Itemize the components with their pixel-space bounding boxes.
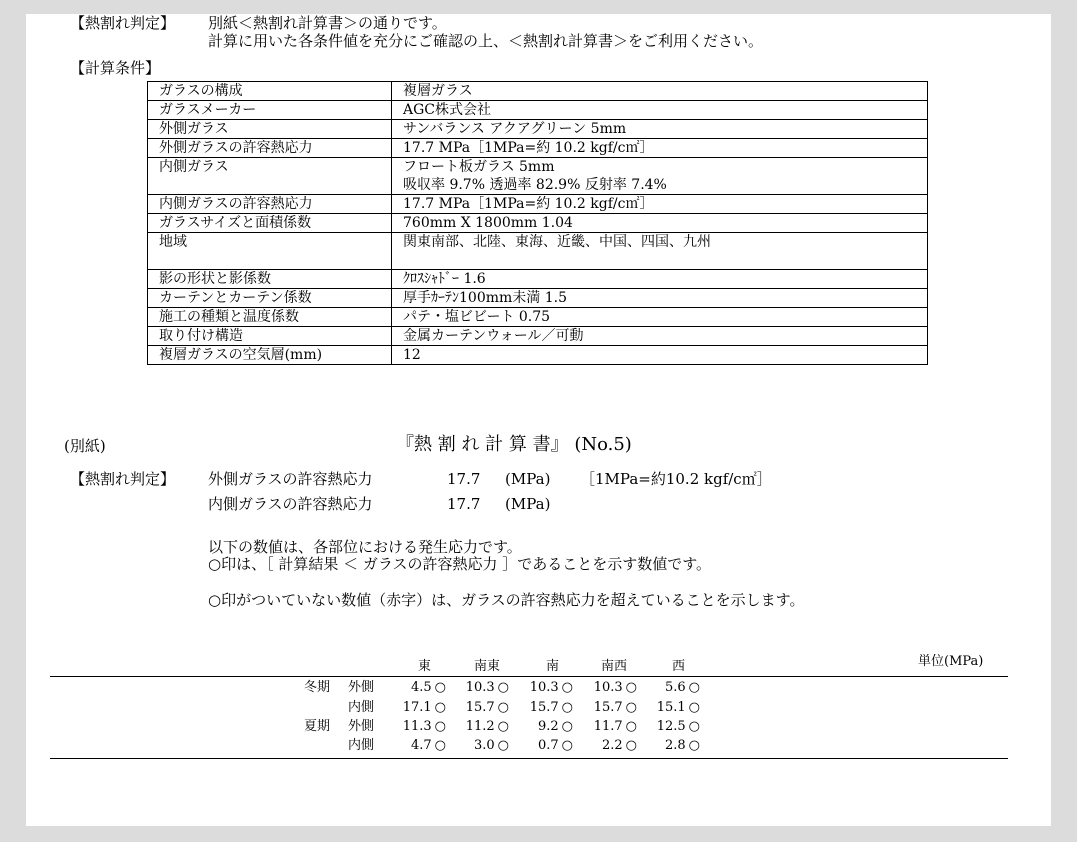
judgement-label: 【熱割れ判定】 (70, 14, 176, 32)
condition-value: ｸﾛｽｼｬﾄﾞｰ 1.6 (392, 270, 928, 289)
value-cell: 3.0 ○ (473, 738, 509, 753)
value-cell: 10.3 ○ (529, 680, 573, 695)
divider (50, 758, 1008, 759)
condition-value-line-1: フロート板ガラス 5mm (403, 159, 555, 175)
side-label: 外側 (348, 680, 375, 695)
ok-mark: ○ (497, 738, 509, 753)
ok-mark: ○ (497, 700, 509, 715)
condition-key: 複層ガラスの空気層(mm) (148, 346, 392, 365)
value-cell: 9.2 ○ (537, 719, 573, 734)
table-row (148, 308, 928, 327)
condition-value: 17.7 MPa［1MPa=約 10.2 kgf/c㎡］ (392, 195, 928, 214)
column-header: 西 (672, 659, 686, 674)
condition-value: 760mm X 1800mm 1.04 (392, 214, 928, 233)
ok-mark: ○ (497, 719, 509, 734)
condition-key: カーテンとカーテン係数 (148, 289, 392, 308)
condition-key: 取り付け構造 (148, 327, 392, 346)
condition-key: 外側ガラスの許容熱応力 (148, 139, 392, 158)
table-row (148, 158, 928, 195)
ok-mark: ○ (434, 738, 446, 753)
note-line-2: ○印は、［ 計算結果 ＜ ガラスの許容熱応力 ］であることを示す数値です。 (208, 555, 712, 573)
condition-key: 内側ガラスの許容熱応力 (148, 195, 392, 214)
condition-value: 12 (392, 346, 928, 365)
value-cell: 10.3 ○ (593, 680, 637, 695)
ok-mark: ○ (561, 719, 573, 734)
ok-mark: ○ (561, 700, 573, 715)
ok-mark: ○ (625, 738, 637, 753)
value-cell: 2.2 ○ (601, 738, 637, 753)
conversion-note: ［1MPa=約10.2 kgf/c㎡］ (580, 470, 772, 488)
value-cell: 5.6 ○ (664, 680, 700, 695)
condition-key: 施工の種類と温度係数 (148, 308, 392, 327)
ok-mark: ○ (625, 719, 637, 734)
value-cell: 15.7 ○ (465, 700, 509, 715)
condition-value-line-2 (403, 251, 927, 269)
conditions-table (147, 81, 928, 365)
column-header: 南 (546, 659, 560, 674)
table-row (148, 233, 928, 270)
value-cell: 11.2 ○ (465, 719, 509, 734)
page-title: 『熱 割 れ 計 算 書』 (No.5) (396, 434, 632, 455)
condition-key: 影の形状と影係数 (148, 270, 392, 289)
value-cell: 0.7 ○ (537, 738, 573, 753)
value-cell: 17.1 ○ (402, 700, 446, 715)
judgement-line-1: 別紙＜熱割れ計算書＞の通りです。 (208, 14, 447, 32)
side-label: 外側 (348, 719, 375, 734)
document-page (26, 14, 1051, 826)
ok-mark: ○ (688, 680, 700, 695)
column-header: 南西 (601, 659, 628, 674)
note-line-3: ○印がついていない数値（赤字）は、ガラスの許容熱応力を超えていることを示します。 (208, 591, 805, 609)
value-cell: 11.7 ○ (593, 719, 637, 734)
ok-mark: ○ (688, 700, 700, 715)
condition-key: ガラスの構成 (148, 82, 392, 101)
season-label: 夏期 (304, 719, 331, 734)
ok-mark: ○ (434, 719, 446, 734)
column-header: 東 (418, 659, 432, 674)
condition-key: ガラスメーカー (148, 101, 392, 120)
table-row (148, 214, 928, 233)
ok-mark: ○ (434, 680, 446, 695)
unit-label: 単位(MPa) (918, 654, 984, 669)
table-row (148, 195, 928, 214)
table-row (148, 327, 928, 346)
table-row (148, 101, 928, 120)
season-label: 冬期 (304, 680, 331, 695)
ok-mark: ○ (625, 700, 637, 715)
outer-allowable-unit: (MPa) (505, 470, 551, 488)
condition-value: 17.7 MPa［1MPa=約 10.2 kgf/c㎡］ (392, 139, 928, 158)
inner-allowable-label: 内側ガラスの許容熱応力 (208, 495, 373, 513)
value-cell: 4.7 ○ (410, 738, 446, 753)
ok-mark: ○ (434, 700, 446, 715)
table-row (148, 120, 928, 139)
ok-mark: ○ (688, 738, 700, 753)
table-row (148, 346, 928, 365)
ok-mark: ○ (688, 719, 700, 734)
condition-value: 複層ガラス (392, 82, 928, 101)
ok-mark: ○ (625, 680, 637, 695)
condition-value: サンバランス アクアグリーン 5mm (392, 120, 928, 139)
condition-key: 外側ガラス (148, 120, 392, 139)
value-cell: 10.3 ○ (465, 680, 509, 695)
ok-mark: ○ (561, 680, 573, 695)
value-cell: 11.3 ○ (402, 719, 446, 734)
outer-allowable-label: 外側ガラスの許容熱応力 (208, 470, 373, 488)
table-row (148, 82, 928, 101)
conditions-label: 【計算条件】 (70, 59, 161, 77)
value-cell: 12.5 ○ (656, 719, 700, 734)
condition-value: 金属カーテンウォール／可動 (392, 327, 928, 346)
column-header: 南東 (474, 659, 501, 674)
table-row (148, 139, 928, 158)
inner-allowable-value: 17.7 (447, 495, 481, 513)
judgement-line-2: 計算に用いた各条件値を充分にご確認の上、＜熱割れ計算書＞をご利用ください。 (208, 32, 764, 50)
condition-key: 地域 (148, 233, 392, 270)
table-row (148, 289, 928, 308)
value-cell: 15.7 ○ (529, 700, 573, 715)
condition-value: AGC株式会社 (392, 101, 928, 120)
note-line-1: 以下の数値は、各部位における発生応力です。 (208, 538, 522, 556)
judgement-label-2: 【熱割れ判定】 (70, 470, 176, 488)
side-label: 内側 (348, 700, 375, 715)
condition-value-line-2: 吸収率 9.7% 透過率 82.9% 反射率 7.4% (403, 177, 667, 193)
value-cell: 4.5 ○ (410, 680, 446, 695)
table-row (148, 270, 928, 289)
condition-value: パテ・塩ビビート 0.75 (392, 308, 928, 327)
ok-mark: ○ (497, 680, 509, 695)
ok-mark: ○ (561, 738, 573, 753)
condition-value (392, 158, 928, 195)
value-cell: 2.8 ○ (664, 738, 700, 753)
outer-allowable-value: 17.7 (447, 470, 481, 488)
side-label: 内側 (348, 738, 375, 753)
value-cell: 15.1 ○ (656, 700, 700, 715)
condition-key: 内側ガラス (148, 158, 392, 195)
inner-allowable-unit: (MPa) (505, 495, 551, 513)
condition-key: ガラスサイズと面積係数 (148, 214, 392, 233)
condition-value (392, 233, 928, 270)
attachment-label: (別紙) (64, 437, 106, 455)
condition-value: 厚手ｶｰﾃﾝ100mm未満 1.5 (392, 289, 928, 308)
value-cell: 15.7 ○ (593, 700, 637, 715)
condition-value-line-1: 関東南部、北陸、東海、近畿、中国、四国、九州 (403, 234, 711, 250)
divider (50, 676, 1008, 677)
